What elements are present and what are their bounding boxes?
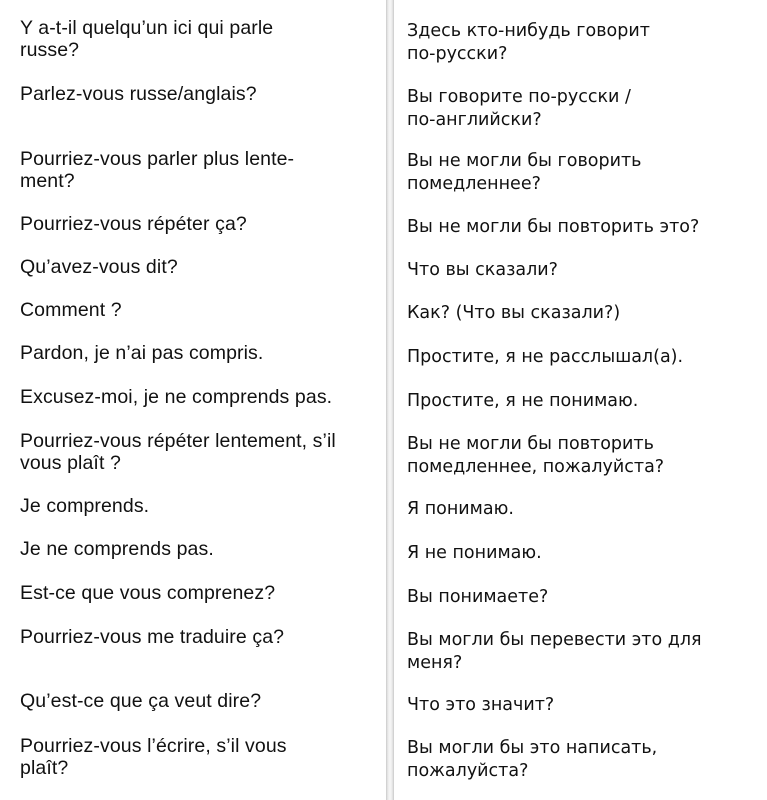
- french-phrase: Pardon, je n’ai pas compris.: [20, 342, 264, 364]
- french-phrase: Pourriez-vous me traduire ça?: [20, 626, 285, 648]
- russian-phrase: Здесь кто-нибудь говорит по-русски?: [407, 21, 650, 64]
- russian-phrase: Вы могли бы перевести это для меня?: [407, 630, 702, 673]
- russian-phrase: Простите, я не понимаю.: [407, 391, 639, 411]
- column-divider: [386, 0, 394, 800]
- russian-phrase: Простите, я не расслышал(а).: [407, 347, 684, 367]
- french-phrase: Y a-t-il quelqu’un ici qui parle russe?: [20, 17, 274, 61]
- russian-phrase: Вы могли бы это написать, пожалуйста?: [407, 738, 658, 781]
- russian-phrase: Что вы сказали?: [407, 260, 558, 280]
- french-phrase: Je ne comprends pas.: [20, 538, 214, 560]
- french-phrase: Excusez-moi, je ne comprends pas.: [20, 386, 333, 408]
- french-phrase: Je comprends.: [20, 495, 150, 517]
- french-phrase: Pourriez-vous répéter lentement, s’il vous plaît ?: [20, 430, 336, 474]
- russian-phrase: Вы не могли бы говорить помедленнее?: [407, 151, 642, 194]
- french-phrase: Qu’avez-vous dit?: [20, 256, 178, 278]
- russian-phrase: Вы не могли бы повторить это?: [407, 217, 700, 237]
- russian-column: [394, 0, 767, 800]
- french-phrase: Comment ?: [20, 299, 122, 321]
- french-phrase: Qu’est-ce que ça veut dire?: [20, 690, 262, 712]
- french-phrase: Pourriez-vous répéter ça?: [20, 213, 247, 235]
- russian-phrase: Вы не могли бы повторить помедленнее, пожалуйста?: [407, 434, 665, 477]
- russian-phrase: Вы понимаете?: [407, 587, 549, 607]
- french-phrase: Parlez-vous russe/anglais?: [20, 83, 257, 105]
- french-phrase: Pourriez-vous parler plus lente- ment?: [20, 148, 295, 192]
- french-phrase: Est-ce que vous comprenez?: [20, 582, 276, 604]
- russian-phrase: Я не понимаю.: [407, 543, 542, 563]
- french-phrase: Pourriez-vous l’écrire, s’il vous plaît?: [20, 735, 287, 779]
- russian-phrase: Что это значит?: [407, 695, 555, 715]
- russian-phrase: Как? (Что вы сказали?): [407, 303, 621, 323]
- russian-phrase: Я понимаю.: [407, 499, 514, 519]
- russian-phrase: Вы говорите по-русски / по-английски?: [407, 87, 631, 130]
